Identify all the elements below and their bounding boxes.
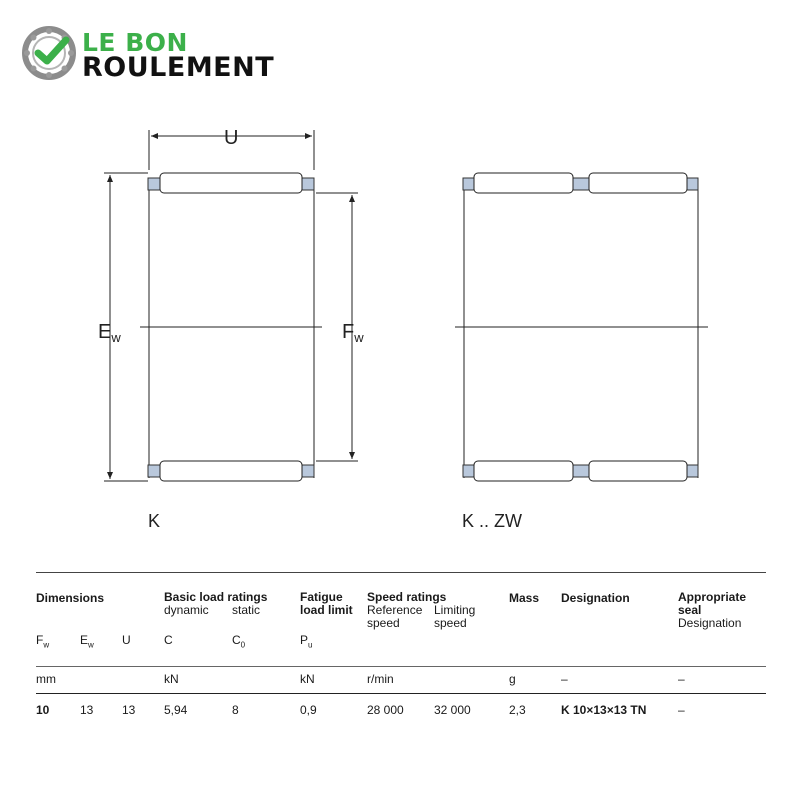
hdr-seal: Appropriate: [678, 590, 747, 604]
val-mass: 2,3: [509, 703, 526, 717]
val-seal: –: [678, 703, 685, 717]
hdr-dimensions: Dimensions: [36, 591, 105, 605]
hdr-mass: Mass: [509, 591, 540, 605]
brand-line1: LE BON: [82, 28, 188, 57]
unit-mm: mm: [36, 672, 56, 686]
val-c0: 8: [232, 703, 239, 717]
hdr-fatigue-2: load limit: [300, 603, 353, 617]
val-designation[interactable]: K 10×13×13 TN: [561, 703, 647, 717]
dim-u-label: U: [224, 127, 239, 149]
hdr-fatigue: Fatigue: [300, 590, 343, 604]
hdr-speed: Speed ratings: [367, 590, 447, 604]
unit-dash-2: –: [678, 672, 685, 686]
hdr-seal-3: Designation: [678, 616, 742, 630]
hdr-static: static: [232, 603, 261, 617]
unit-dash: –: [561, 672, 568, 686]
hdr-limiting-2: speed: [434, 616, 467, 630]
table-row: [36, 694, 766, 724]
unit-rmin: r/min: [367, 672, 394, 686]
caption-k-zw: K .. ZW: [462, 511, 522, 531]
brand-line2: ROULEMENT: [82, 52, 275, 83]
spec-table: [36, 572, 766, 724]
drawing-k: [104, 130, 358, 481]
val-ew: 13: [80, 703, 94, 717]
val-lim-speed: 32 000: [434, 703, 471, 717]
sym-ew: $E_w$: [80, 632, 94, 649]
caption-k: K: [148, 511, 161, 531]
sym-pu: $P_u$: [300, 632, 313, 649]
val-c: 5,94: [164, 703, 188, 717]
val-u: 13: [122, 703, 136, 717]
hdr-seal-2: seal: [678, 603, 702, 617]
hdr-dynamic: dynamic: [164, 603, 209, 617]
hdr-designation: Designation: [561, 591, 630, 605]
hdr-reference: Reference: [367, 603, 423, 617]
dim-fw-label: $F_w$: [342, 321, 364, 345]
val-pu: 0,9: [300, 703, 317, 717]
unit-kn: kN: [164, 672, 179, 686]
sym-fw: $F_w$: [36, 632, 50, 649]
dim-ew-label: $E_w$: [98, 321, 121, 345]
unit-g: g: [509, 672, 516, 686]
val-fw: 10: [36, 703, 50, 717]
drawing-k-zw: [455, 173, 708, 481]
sym-u: U: [122, 632, 131, 647]
hdr-limiting: Limiting: [434, 603, 476, 617]
val-ref-speed: 28 000: [367, 703, 404, 717]
hdr-basic-load: Basic load ratings: [164, 590, 268, 604]
hdr-reference-2: speed: [367, 616, 400, 630]
unit-kn-2: kN: [300, 672, 315, 686]
sym-c0: $C_0$: [232, 632, 246, 649]
sym-c: C: [164, 632, 173, 647]
